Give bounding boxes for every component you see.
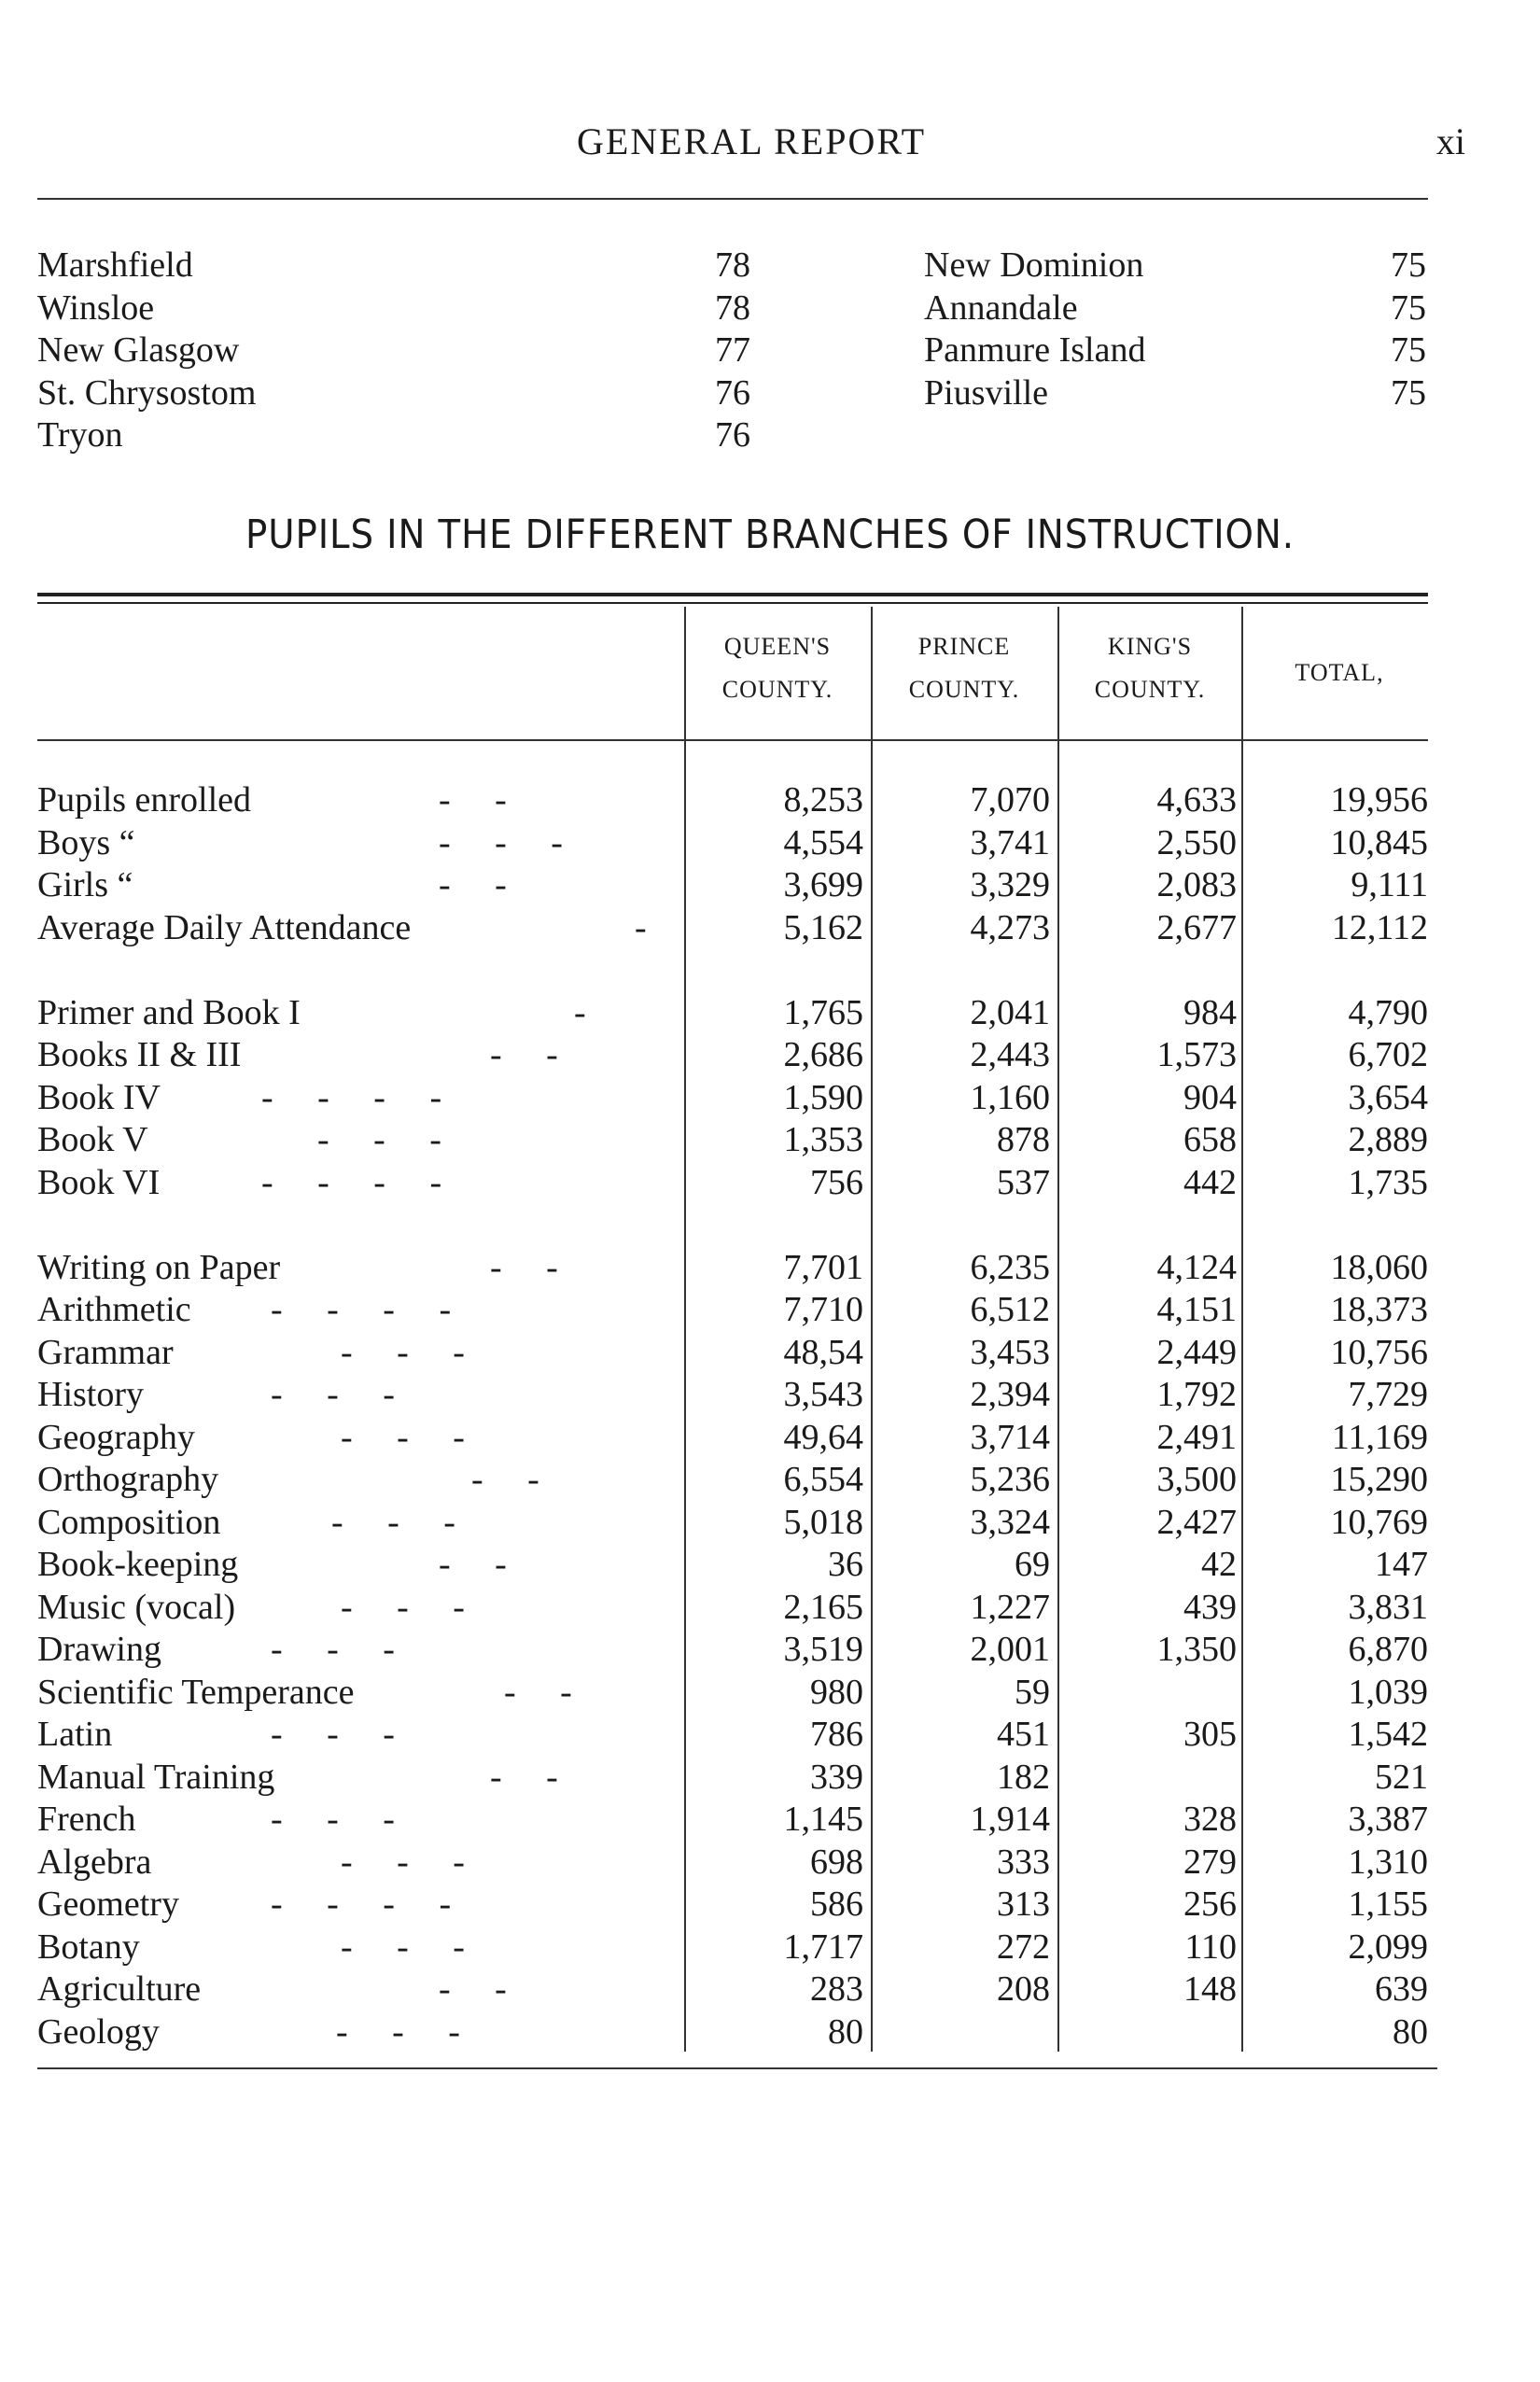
table-body [37,779,1437,2053]
row-label: History [37,1375,144,1414]
table-row [37,1034,1437,1077]
row-label: Books II & III [37,1035,242,1074]
cell-kings-county: 2,550 [1156,822,1237,862]
cell-total: 4,790 [1348,992,1428,1032]
table-row [37,1162,1437,1205]
row-label: Pupils enrolled [37,780,252,820]
cell-prince-county: 2,001 [970,1630,1050,1669]
cell-queens-county: 80 [828,2011,863,2052]
cell-total: 18,373 [1330,1290,1428,1329]
leader-dashes: - - - - [261,1077,442,1117]
cell-total: 147 [1375,1545,1428,1584]
district-name: Piusville [924,372,1049,413]
district-name: Panmure Island [924,330,1146,370]
cell-queens-county: 786 [810,1715,863,1754]
cell-total: 1,155 [1348,1885,1428,1924]
cell-total: 1,039 [1348,1672,1428,1712]
column-header-line: KING'S [1107,633,1193,660]
row-label: Geography [37,1417,195,1457]
district-name: Annandale [924,287,1078,328]
cell-prince-county: 3,453 [970,1332,1050,1372]
cell-kings-county: 2,083 [1156,865,1237,904]
table-row [37,1077,1437,1120]
table-row [37,779,1437,822]
cell-total: 639 [1375,1969,1428,2009]
cell-prince-county: 3,714 [970,1417,1050,1457]
table-row [37,1629,1437,1672]
row-label: Scientific Temperance [37,1672,355,1712]
leader-dashes: - - - [271,1800,395,1839]
table-row [37,2011,1437,2054]
cell-prince-county: 878 [997,1120,1050,1159]
cell-kings-county: 1,350 [1156,1630,1237,1669]
cell-prince-county: 59 [1015,1672,1050,1712]
table-row [37,1332,1437,1375]
cell-queens-county: 980 [810,1672,863,1712]
column-header-prince [873,625,1056,711]
cell-total: 2,889 [1348,1120,1428,1159]
leader-dashes: - - - [341,1927,465,1967]
leader-dashes: - - [439,780,507,820]
cell-kings-county: 279 [1183,1842,1237,1882]
table-row [37,1544,1437,1587]
district-value: 76 [715,372,750,413]
leader-dashes: - - - [317,1120,441,1159]
leader-dashes: - - - - [271,1290,452,1329]
cell-queens-county: 6,554 [783,1460,863,1499]
row-label: Drawing [37,1630,161,1669]
cell-queens-county: 756 [810,1162,863,1202]
cell-prince-county: 4,273 [970,907,1050,947]
cell-prince-county: 1,160 [970,1077,1050,1117]
leader-dashes: - - [504,1672,572,1712]
row-label: French [37,1800,136,1839]
cell-kings-county: 328 [1183,1800,1237,1839]
column-header-queens [686,625,869,711]
leader-dashes: - - - - [261,1162,442,1202]
leader-dashes: - - - [271,1375,395,1414]
cell-prince-county: 6,235 [970,1247,1050,1287]
cell-prince-county: 1,227 [970,1587,1050,1627]
table-row [37,1757,1437,1800]
leader-dashes: - - - - [271,1885,452,1924]
cell-total: 15,290 [1330,1460,1428,1499]
leader-dashes: - - [490,1757,558,1797]
cell-total: 10,845 [1330,822,1428,862]
district-name: New Dominion [924,245,1144,285]
cell-queens-county: 3,519 [783,1630,863,1669]
district-value: 78 [715,287,750,328]
cell-queens-county: 4,554 [783,822,863,862]
table-top-rule [37,593,1428,596]
cell-total: 10,756 [1330,1332,1428,1372]
leader-dashes: - - - [439,822,563,862]
row-label: Latin [37,1715,113,1754]
cell-prince-county: 6,512 [970,1290,1050,1329]
table-row [37,1459,1437,1502]
table-row [37,1672,1437,1715]
leader-dashes: - [635,907,647,947]
column-header-line: COUNTY. [721,676,833,703]
cell-prince-county: 5,236 [970,1460,1050,1499]
page-header [37,119,1465,175]
table-top-rule-thin [37,602,1428,604]
district-name: Winsloe [37,287,155,328]
table-row [37,1799,1437,1842]
district-value: 77 [715,330,750,370]
cell-total: 521 [1375,1757,1428,1797]
cell-queens-county: 1,353 [783,1120,863,1159]
cell-queens-county: 1,717 [783,1927,863,1967]
district-value: 75 [1391,330,1426,370]
cell-prince-county: 3,741 [970,822,1050,862]
district-row [37,372,1465,415]
cell-kings-county: 305 [1183,1715,1237,1754]
row-label: Botany [37,1927,140,1967]
column-header-line: COUNTY. [908,676,1020,703]
column-header-kings [1059,625,1240,711]
cell-queens-county: 5,018 [783,1502,863,1542]
cell-total: 18,060 [1330,1247,1428,1287]
cell-queens-county: 36 [828,1545,863,1584]
table-row [37,1587,1437,1630]
cell-prince-county: 451 [997,1715,1050,1754]
row-label: Geometry [37,1885,179,1924]
district-list [37,245,1465,457]
table-row [37,1502,1437,1545]
page-number: xi [1435,120,1465,162]
cell-queens-county: 48,54 [783,1332,863,1372]
cell-kings-county: 1,792 [1156,1375,1237,1414]
leader-dashes: - - [439,1545,507,1584]
cell-prince-county: 2,443 [970,1035,1050,1074]
district-row [37,287,1465,330]
cell-prince-county: 69 [1015,1545,1050,1584]
cell-kings-county: 1,573 [1156,1035,1237,1074]
cell-queens-county: 8,253 [783,780,863,820]
cell-prince-county: 313 [997,1885,1050,1924]
row-label: Manual Training [37,1757,275,1797]
cell-total: 19,956 [1330,780,1428,820]
column-header-line: COUNTY. [1094,676,1206,703]
cell-kings-county: 4,124 [1156,1247,1237,1287]
cell-kings-county: 4,633 [1156,780,1237,820]
cell-prince-county: 182 [997,1757,1050,1797]
cell-total: 1,735 [1348,1162,1428,1202]
cell-total: 6,870 [1348,1630,1428,1669]
row-label: Music (vocal) [37,1587,236,1627]
table-row [37,1884,1437,1927]
district-name: Marshfield [37,245,193,285]
cell-total: 3,831 [1348,1587,1428,1627]
cell-total: 1,542 [1348,1715,1428,1754]
cell-total: 2,099 [1348,1927,1428,1967]
cell-kings-county: 2,677 [1156,907,1237,947]
table-row [37,1374,1437,1417]
cell-kings-county: 2,449 [1156,1332,1237,1372]
leader-dashes: - [574,992,586,1032]
leader-dashes: - - - [341,1332,465,1372]
cell-prince-county: 7,070 [970,780,1050,820]
table-row [37,822,1437,865]
table-bottom-rule [37,2067,1437,2069]
cell-queens-county: 1,765 [783,992,863,1032]
leader-dashes: - - - [341,1587,465,1627]
cell-total: 3,654 [1348,1077,1428,1117]
row-label: Book VI [37,1162,161,1202]
district-value: 75 [1391,245,1426,285]
leader-dashes: - - [471,1460,539,1499]
cell-queens-county: 3,543 [783,1375,863,1414]
cell-queens-county: 339 [810,1757,863,1797]
cell-queens-county: 3,699 [783,865,863,904]
cell-queens-county: 698 [810,1842,863,1882]
cell-prince-county: 3,329 [970,865,1050,904]
row-label: Writing on Paper [37,1247,281,1287]
table-row [37,1714,1437,1757]
leader-dashes: - - - [341,1842,465,1882]
table-row [37,1247,1437,1290]
cell-queens-county: 1,590 [783,1077,863,1117]
cell-queens-county: 586 [810,1885,863,1924]
leader-dashes: - - - [271,1630,395,1669]
row-label: Geology [37,2011,160,2052]
leader-dashes: - - - [271,1715,395,1754]
cell-kings-county: 256 [1183,1885,1237,1924]
table-row [37,1289,1437,1332]
district-name: Tryon [37,415,123,455]
district-name: St. Chrysostom [37,372,257,413]
cell-kings-county: 42 [1201,1545,1237,1584]
cell-prince-county: 2,394 [970,1375,1050,1414]
cell-queens-county: 1,145 [783,1800,863,1839]
header-rule [37,198,1428,200]
district-value: 75 [1391,372,1426,413]
cell-kings-county: 2,427 [1156,1502,1237,1542]
cell-total: 80 [1393,2011,1428,2052]
cell-kings-county: 658 [1183,1120,1237,1159]
cell-total: 3,387 [1348,1800,1428,1839]
cell-total: 9,111 [1351,865,1428,904]
cell-queens-county: 49,64 [783,1417,863,1457]
cell-total: 11,169 [1331,1417,1428,1457]
cell-total: 6,702 [1348,1035,1428,1074]
cell-kings-county: 442 [1183,1162,1237,1202]
table-row [37,1927,1437,1969]
cell-total: 12,112 [1331,907,1428,947]
row-label: Primer and Book I [37,992,301,1032]
cell-queens-county: 2,686 [783,1035,863,1074]
cell-prince-county: 208 [997,1969,1050,2009]
row-label: Book IV [37,1077,161,1117]
district-row [37,414,1465,457]
row-label: Algebra [37,1842,152,1882]
row-label: Boys “ [37,822,135,862]
row-label: Composition [37,1502,221,1542]
leader-dashes: - - [490,1035,558,1074]
cell-queens-county: 283 [810,1969,863,2009]
leader-dashes: - - [439,1969,507,2009]
cell-kings-county: 984 [1183,992,1237,1032]
cell-kings-county: 110 [1184,1927,1237,1967]
leader-dashes: - - [490,1247,558,1287]
row-label: Girls “ [37,865,133,904]
leader-dashes: - - - [331,1502,455,1542]
district-value: 78 [715,245,750,285]
leader-dashes: - - - [341,1417,465,1457]
table-row [37,864,1437,907]
cell-kings-county: 439 [1183,1587,1237,1627]
row-label: Agriculture [37,1969,202,2009]
column-header-line: QUEEN'S [723,633,832,660]
row-label: Average Daily Attendance [37,907,412,947]
header-bottom-rule [37,739,1428,741]
column-header-line: PRINCE [917,633,1011,660]
district-name: New Glasgow [37,330,240,370]
table-row [37,1969,1437,2011]
cell-queens-county: 7,710 [783,1290,863,1329]
cell-prince-county: 2,041 [970,992,1050,1032]
leader-dashes: - - - [336,2011,460,2052]
cell-kings-county: 904 [1183,1077,1237,1117]
cell-prince-county: 537 [997,1162,1050,1202]
cell-total: 7,729 [1348,1375,1428,1414]
cell-kings-county: 148 [1183,1969,1237,2009]
district-row [37,245,1465,287]
row-label: Orthography [37,1460,219,1499]
cell-total: 1,310 [1348,1842,1428,1882]
cell-queens-county: 7,701 [783,1247,863,1287]
table-row [37,1417,1437,1460]
row-label: Grammar [37,1332,174,1372]
section-title: PUPILS IN THE DIFFERENT BRANCHES OF INSTRUCTION. [245,511,1295,558]
cell-queens-county: 2,165 [783,1587,863,1627]
row-label: Arithmetic [37,1290,191,1329]
cell-kings-county: 2,491 [1156,1417,1237,1457]
cell-total: 10,769 [1330,1502,1428,1542]
column-header-total [1246,652,1433,694]
table-row [37,907,1437,950]
district-value: 76 [715,415,750,455]
column-header-line: TOTAL, [1295,659,1384,686]
cell-kings-county: 4,151 [1156,1290,1237,1329]
district-row [37,329,1465,372]
row-label: Book-keeping [37,1545,239,1584]
cell-prince-county: 1,914 [970,1800,1050,1839]
row-label: Book V [37,1120,148,1159]
leader-dashes: - - [439,865,507,904]
district-value: 75 [1391,287,1426,328]
cell-queens-county: 5,162 [783,907,863,947]
table-row [37,992,1437,1035]
table-row [37,1119,1437,1162]
cell-prince-county: 3,324 [970,1502,1050,1542]
cell-prince-county: 272 [997,1927,1050,1967]
cell-prince-county: 333 [997,1842,1050,1882]
table-row [37,1842,1437,1885]
page-title: GENERAL REPORT [576,120,927,162]
cell-kings-county: 3,500 [1156,1460,1237,1499]
